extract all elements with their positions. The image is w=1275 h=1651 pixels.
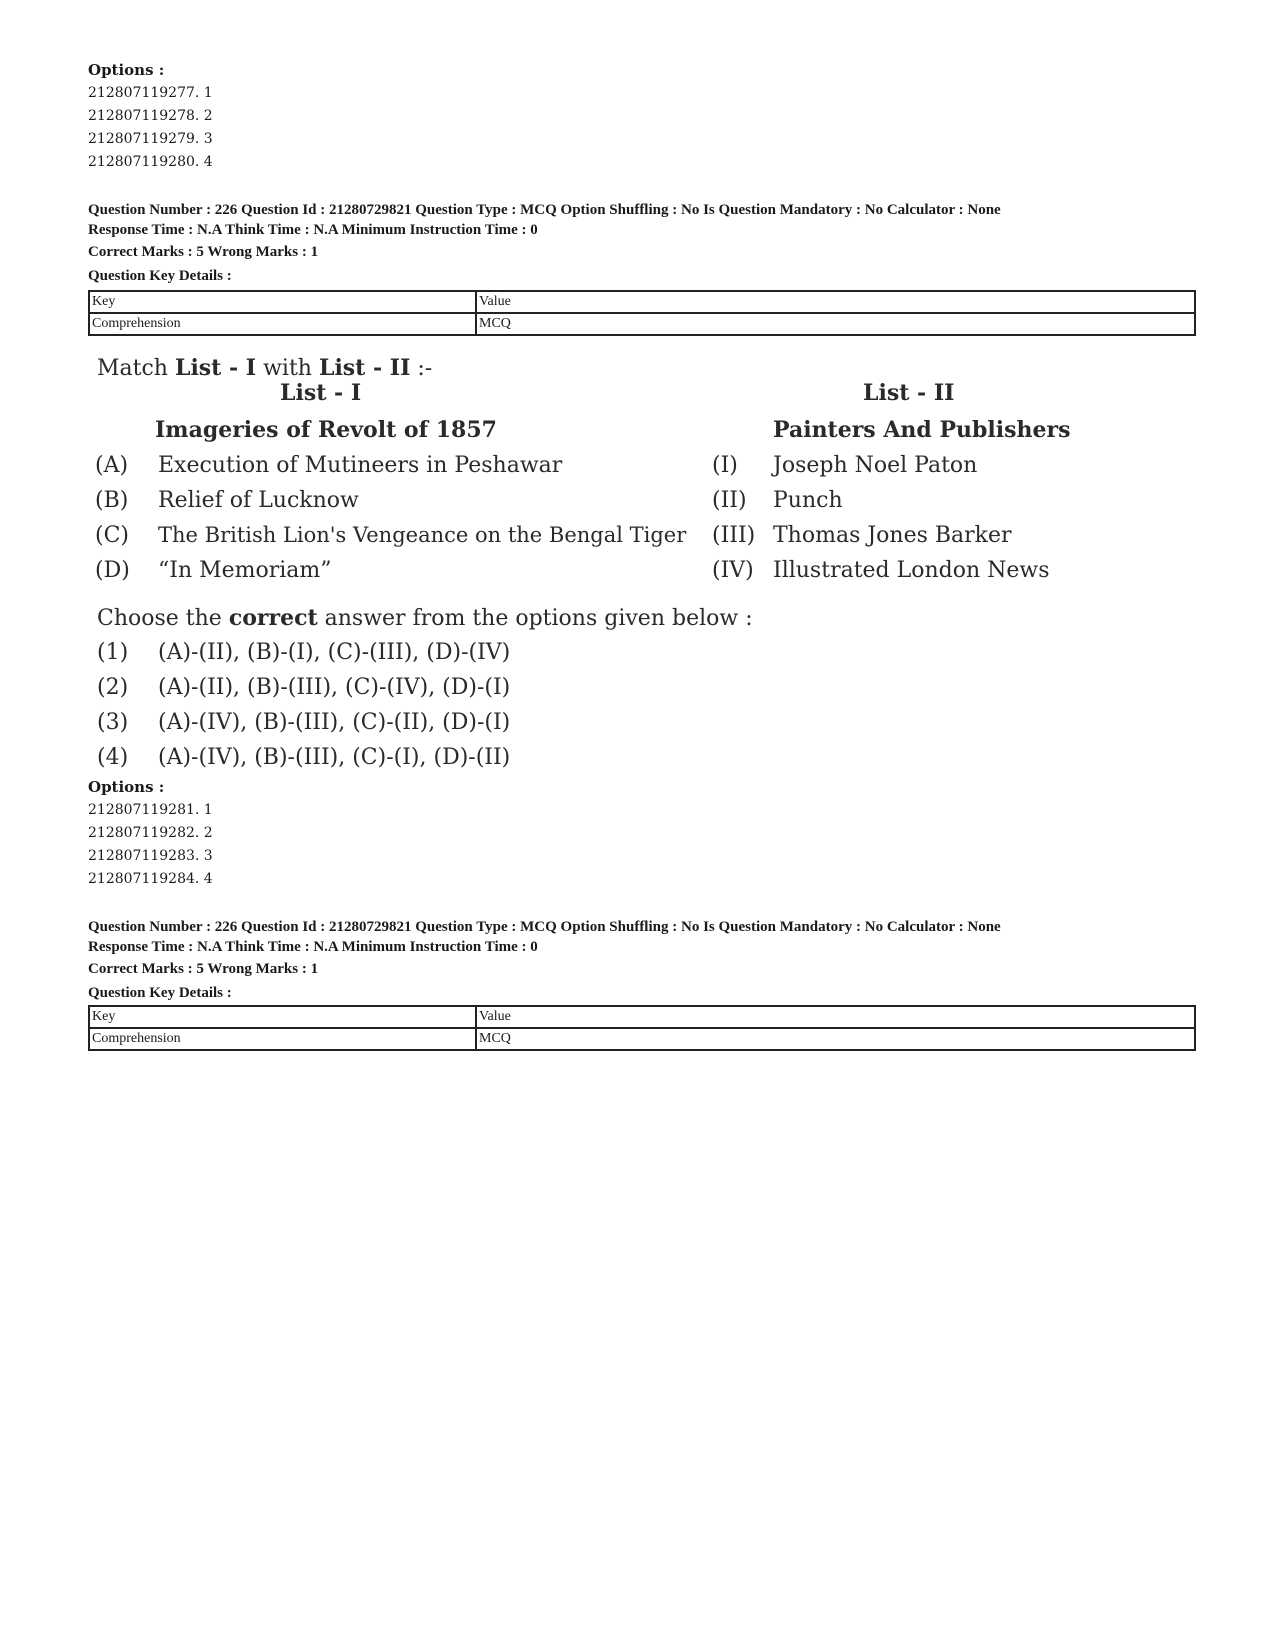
option-id: 212807119277. 1 [88,85,213,101]
table-cell: Comprehension [89,313,476,335]
choose-instruction [97,605,753,631]
options-title: Options : [88,778,165,796]
option-id: 212807119284. 4 [88,871,213,887]
table-cell: MCQ [476,313,1195,335]
list1-heading: Imageries of Revolt of 1857 [155,417,497,443]
question-meta-line: Response Time : N.A Think Time : N.A Minimum Instruction Time : 0 [88,939,538,955]
item-text: Relief of Lucknow [158,488,359,513]
question-meta [88,917,1208,1005]
table-cell: MCQ [476,1028,1195,1050]
answer-text: (A)-(II), (B)-(I), (C)-(III), (D)-(IV) [158,640,511,665]
answer-number: (1) [97,640,129,665]
item-label: (D) [95,558,130,583]
item-text: Execution of Mutineers in Peshawar [158,453,563,478]
question-meta [88,200,1208,288]
question-meta-line: Question Number : 226 Question Id : 21280729821 Question Type : MCQ Option Shuffling : No Is Question Mandatory : No Calculator : None [88,919,1001,935]
key-details-table [88,1005,1196,1051]
table-header-cell: Key [89,291,476,313]
instruction-bold: correct [228,605,318,631]
option-id: 212807119281. 1 [88,802,213,818]
options-title: Options : [88,61,165,79]
table-header-cell: Value [476,1006,1195,1028]
key-details-label: Question Key Details : [88,268,232,284]
list-item [95,523,1195,557]
instruction-text: Choose the [97,606,229,631]
item-label: (IV) [712,558,754,583]
marks-line: Correct Marks : 5 Wrong Marks : 1 [88,961,319,977]
question-title-text: with [256,356,319,381]
table-row [89,1028,1195,1050]
list2-heading: Painters And Publishers [773,417,1071,443]
option-id: 212807119283. 3 [88,848,213,864]
table-row [89,1006,1195,1028]
option-id: 212807119280. 4 [88,154,213,170]
item-label: (A) [95,453,129,478]
marks-line: Correct Marks : 5 Wrong Marks : 1 [88,244,319,260]
item-text: Joseph Noel Paton [773,453,978,478]
list-item [95,488,1195,522]
item-text: The British Lion's Vengeance on the Bengal Tiger [158,523,687,547]
list2-label: List - II [863,380,955,406]
answer-number: (2) [97,675,129,700]
item-label: (C) [95,523,129,548]
list1-label: List - I [280,380,362,406]
option-id: 212807119279. 3 [88,131,213,147]
answer-number: (3) [97,710,129,735]
instruction-text: answer from the options given below : [317,606,753,631]
table-row [89,313,1195,335]
option-id: 212807119282. 2 [88,825,213,841]
list-item [95,558,1195,592]
item-text: Illustrated London News [773,558,1050,583]
options-block [88,775,488,891]
item-label: (III) [712,523,756,548]
item-text: “In Memoriam” [158,558,332,583]
question-title-bold: List - I [174,355,257,381]
item-label: (II) [712,488,747,513]
table-row [89,291,1195,313]
item-label: (I) [712,453,738,478]
item-text: Thomas Jones Barker [773,523,1012,548]
option-id: 212807119278. 2 [88,108,213,124]
key-details-label: Question Key Details : [88,985,232,1001]
list-item [95,453,1195,487]
question-meta-line: Question Number : 226 Question Id : 21280729821 Question Type : MCQ Option Shuffling : No Is Question Mandatory : No Calculator : None [88,202,1001,218]
item-label: (B) [95,488,129,513]
key-details-table [88,290,1196,336]
question-title-bold: List - II [318,355,411,381]
item-text: Punch [773,488,843,513]
answer-text: (A)-(IV), (B)-(III), (C)-(II), (D)-(I) [158,710,511,735]
table-header-cell: Value [476,291,1195,313]
question-title-text: Match [97,356,175,381]
answer-text: (A)-(II), (B)-(III), (C)-(IV), (D)-(I) [158,675,511,700]
answer-number: (4) [97,745,129,770]
answer-text: (A)-(IV), (B)-(III), (C)-(I), (D)-(II) [158,745,511,770]
question-meta-line: Response Time : N.A Think Time : N.A Minimum Instruction Time : 0 [88,222,538,238]
question-title [97,355,432,381]
table-header-cell: Key [89,1006,476,1028]
top-options-block [88,58,488,174]
table-cell: Comprehension [89,1028,476,1050]
question-title-text: :- [410,356,433,381]
